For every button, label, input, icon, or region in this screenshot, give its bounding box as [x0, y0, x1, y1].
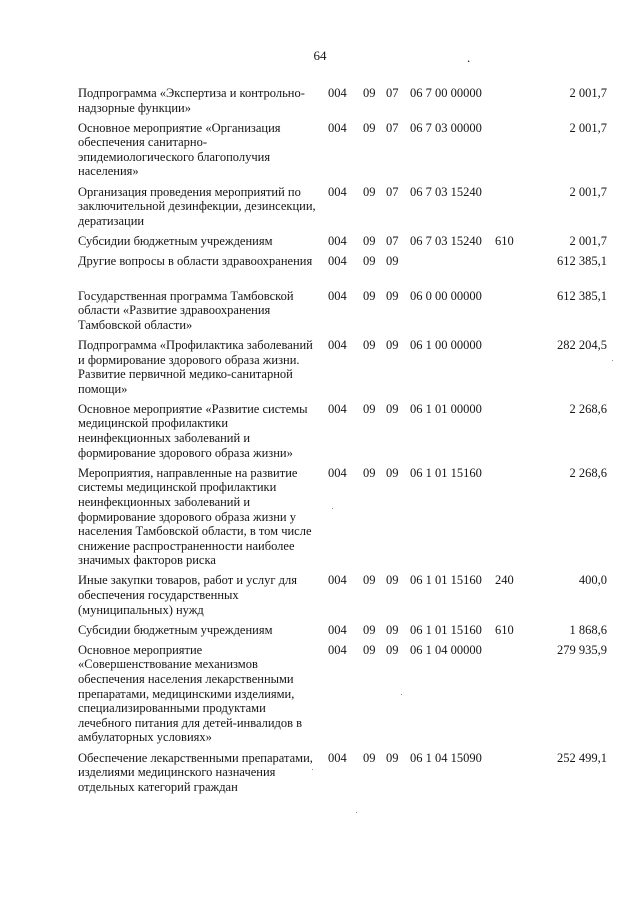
- scan-speck: [332, 508, 333, 509]
- row-name: Основное мероприятие «Организация обеспечения санитарно-эпидемиологического благополучия населения»: [78, 120, 281, 179]
- row-pr: 07: [386, 120, 399, 135]
- row-ved: 004: [328, 86, 347, 100]
- row-name: Субсидии бюджетным учреждениям: [78, 622, 273, 637]
- row-csr: 06 1 01 15160: [410, 622, 482, 637]
- row-ved: 004: [328, 573, 347, 588]
- row-rz: 09: [363, 465, 376, 480]
- row-rz: 09: [363, 750, 376, 765]
- row-amount: 2 001,7: [569, 184, 607, 199]
- row-name: Мероприятия, направленные на развитие системы медицинской профилактики неинфекционных заболеваний и формирование здорового образа жизни у населения Тамбовской области, в том числе снижение распространенности наиболее значимых факторов риска: [78, 465, 312, 568]
- row-pr: 09: [386, 253, 399, 268]
- table-row: [0, 466, 640, 574]
- row-csr: 06 7 03 00000: [410, 120, 482, 135]
- row-amount: 252 499,1: [557, 750, 607, 765]
- row-csr: 06 1 00 00000: [410, 337, 482, 352]
- table-row: [0, 643, 640, 751]
- row-csr: 06 7 00 00000: [410, 86, 482, 100]
- row-pr: 09: [386, 750, 399, 765]
- row-ved: 004: [328, 750, 347, 765]
- row-rz: 09: [363, 184, 376, 199]
- row-name: Иные закупки товаров, работ и услуг для обеспечения государственных (муниципальных) нужд: [78, 573, 298, 617]
- row-rz: 09: [363, 401, 376, 416]
- row-ved: 004: [328, 253, 347, 268]
- row-name: Подпрограмма «Экспертиза и контрольно-надзорные функции»: [78, 86, 305, 115]
- row-pr: 09: [386, 401, 399, 416]
- row-csr: 06 1 01 15160: [410, 573, 482, 588]
- row-csr: 06 1 04 15090: [410, 750, 482, 765]
- table-row: [0, 185, 640, 234]
- row-ved: 004: [328, 184, 347, 199]
- row-ved: 004: [328, 288, 347, 303]
- row-amount: 279 935,9: [557, 642, 607, 657]
- row-name: Государственная программа Тамбовской области «Развитие здравоохранения Тамбовской области»: [78, 288, 294, 332]
- row-rz: 09: [363, 622, 376, 637]
- row-amount: 2 268,6: [569, 465, 607, 480]
- row-ved: 004: [328, 465, 347, 480]
- row-csr: 06 7 03 15240: [410, 184, 482, 199]
- row-csr: 06 7 03 15240: [410, 233, 482, 248]
- row-amount: 400,0: [578, 573, 607, 588]
- row-rz: 09: [363, 337, 376, 352]
- row-pr: 07: [386, 233, 399, 248]
- table-row: [0, 289, 640, 338]
- table-row: [0, 623, 640, 643]
- scan-speck: [401, 694, 402, 695]
- row-vr: 240: [495, 573, 514, 588]
- row-amount: 2 268,6: [569, 401, 607, 416]
- row-amount: 282 204,5: [557, 337, 607, 352]
- row-name: Основное мероприятие «Совершенствование механизмов обеспечения населения лекарственными препаратами, медицинскими изделиями, специализированными продуктами лечебного питания для детей-инвалидов в амбулаторных условиях»: [78, 642, 303, 745]
- scan-speck: [312, 769, 313, 770]
- scan-speck: [612, 360, 613, 361]
- row-pr: 09: [386, 337, 399, 352]
- table-row: [0, 751, 640, 800]
- row-amount: 1 868,6: [569, 622, 607, 637]
- row-amount: 2 001,7: [569, 86, 607, 100]
- row-name: Субсидии бюджетным учреждениям: [78, 233, 273, 248]
- row-pr: 09: [386, 642, 399, 657]
- row-vr: 610: [495, 233, 514, 248]
- table-row: [0, 573, 640, 622]
- row-ved: 004: [328, 337, 347, 352]
- table-row: [0, 254, 640, 289]
- row-csr: 06 0 00 00000: [410, 288, 482, 303]
- budget-table: [0, 86, 640, 800]
- row-ved: 004: [328, 120, 347, 135]
- row-amount: 2 001,7: [569, 233, 607, 248]
- page-mark: .: [467, 50, 471, 65]
- row-rz: 09: [363, 253, 376, 268]
- table-row: [0, 121, 640, 185]
- row-pr: 07: [386, 86, 399, 100]
- table-row: [0, 402, 640, 466]
- row-name: Основное мероприятие «Развитие системы медицинской профилактики неинфекционных заболеваний и формирование здорового образа жизни»: [78, 401, 308, 460]
- row-pr: 09: [386, 622, 399, 637]
- row-rz: 09: [363, 120, 376, 135]
- scan-speck: [356, 812, 357, 813]
- table-row: [0, 338, 640, 402]
- row-csr: 06 1 01 00000: [410, 401, 482, 416]
- row-csr: 06 1 01 15160: [410, 465, 482, 480]
- row-ved: 004: [328, 642, 347, 657]
- row-rz: 09: [363, 288, 376, 303]
- row-rz: 09: [363, 573, 376, 588]
- row-name: Организация проведения мероприятий по заключительной дезинфекции, дезинсекции, дератизации: [78, 184, 316, 228]
- row-ved: 004: [328, 622, 347, 637]
- row-csr: 06 1 04 00000: [410, 642, 482, 657]
- row-amount: 612 385,1: [557, 253, 607, 268]
- row-pr: 07: [386, 184, 399, 199]
- row-vr: 610: [495, 622, 514, 637]
- row-ved: 004: [328, 233, 347, 248]
- row-name: Другие вопросы в области здравоохранения: [78, 253, 313, 268]
- table-row: [0, 234, 640, 254]
- row-rz: 09: [363, 233, 376, 248]
- row-pr: 09: [386, 288, 399, 303]
- page-number: 64: [313, 48, 327, 63]
- row-pr: 09: [386, 465, 399, 480]
- row-ved: 004: [328, 401, 347, 416]
- row-amount: 2 001,7: [569, 120, 607, 135]
- row-rz: 09: [363, 86, 376, 100]
- row-amount: 612 385,1: [557, 288, 607, 303]
- table-row: [0, 86, 640, 121]
- row-pr: 09: [386, 573, 399, 588]
- row-rz: 09: [363, 642, 376, 657]
- row-name: Подпрограмма «Профилактика заболеваний и формирование здорового образа жизни. Развитие первичной медико-санитарной помощи»: [78, 337, 313, 396]
- row-name: Обеспечение лекарственными препаратами, изделиями медицинского назначения отдельных категорий граждан: [78, 750, 313, 794]
